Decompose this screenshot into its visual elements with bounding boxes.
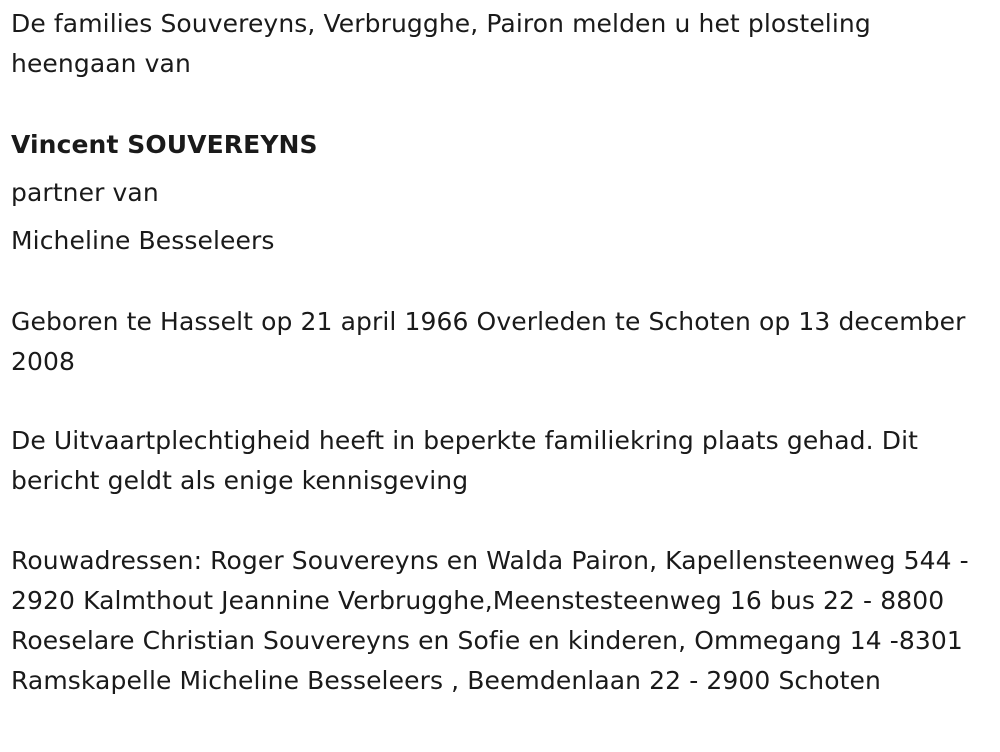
birth-death-info: Geboren te Hasselt op 21 april 1966 Overleden te Schoten op 13 december 2008 [11,307,966,376]
partner-name: Micheline Besseleers [11,226,275,255]
funeral-info: De Uitvaartplechtigheid heeft in beperkte familiekring plaats gehad. Dit bericht geldt als enige kennisgeving [11,426,919,495]
deceased-name: Vincent SOUVEREYNS [11,130,318,159]
notice-intro: De families Souvereyns, Verbrugghe, Pairon melden u het plosteling heengaan van [11,9,871,78]
mourning-addresses: Rouwadressen: Roger Souvereyns en Walda Pairon, Kapellensteenweg 544 - 2920 Kalmthout Jeannine Verbrugghe,Meenstesteenweg 16 bus 22 - 8800 Roeselare Christian Souvereyns en Sofie en kinderen, Ommegang 14 -8301 Ramskapelle Micheline Besseleers , Beemdenlaan 22 - 2900 Schoten [11,546,969,695]
partner-label: partner van [11,178,159,207]
